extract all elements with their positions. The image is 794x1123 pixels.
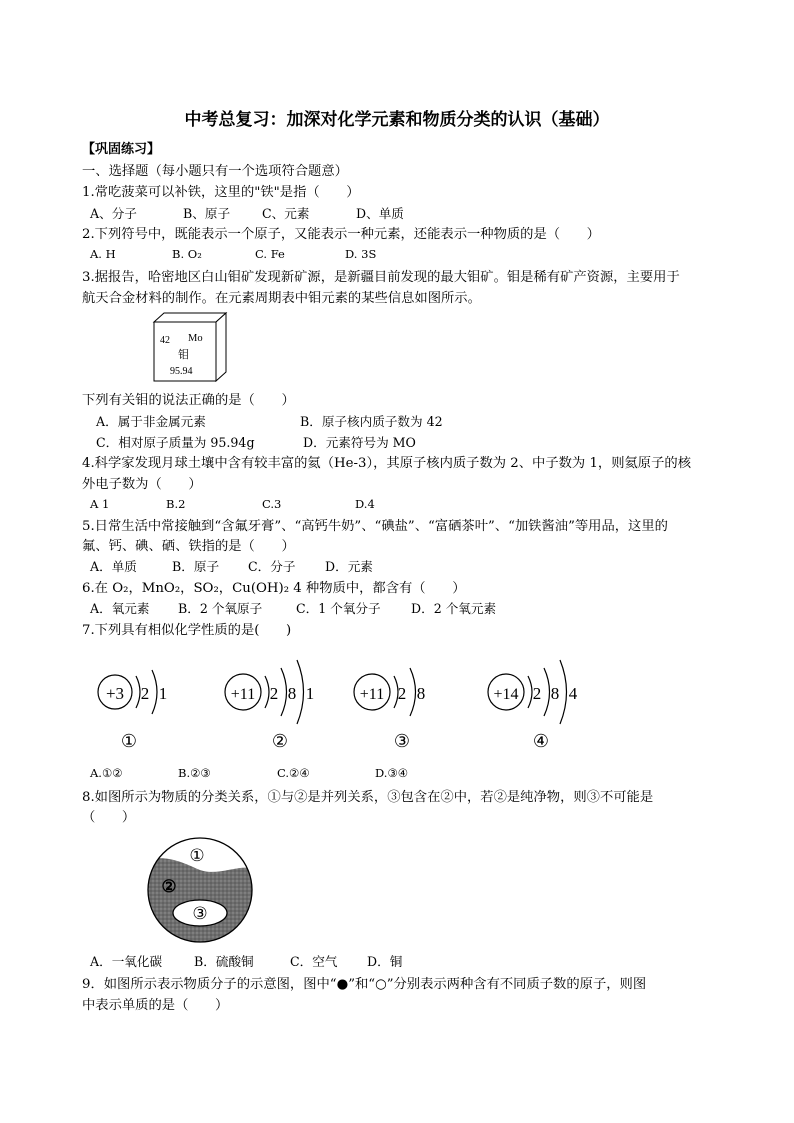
part-heading: 一、选择题（每小题只有一个选项符合题意） xyxy=(82,164,348,179)
q7-option-d: D.③④ xyxy=(375,766,409,780)
question-9-stem-line-1: 9．如图所示表示物质分子的示意图，图中“●”和“○”分别表示两种含有不同质子数的原子，则图 xyxy=(82,977,647,992)
q7-option-c: C.②④ xyxy=(277,766,310,780)
q2-option-c: C. Fe xyxy=(255,247,285,261)
q4-option-d: D.4 xyxy=(355,497,375,511)
tile-element-name: 钼 xyxy=(178,349,189,361)
atom-3-shell-1: 2 xyxy=(397,684,407,703)
atom-2-nucleus: +11 xyxy=(230,686,256,703)
q3-option-a: A．属于非金属元素 xyxy=(96,414,206,429)
q5-option-d: D．元素 xyxy=(325,559,373,574)
q5-option-a: A．单质 xyxy=(90,559,137,574)
q6-option-d: D．2 个氧元素 xyxy=(411,601,497,616)
q8-option-a: A．一氧化碳 xyxy=(90,954,163,969)
question-8-stem-line-2: （ ） xyxy=(82,810,136,825)
atom-2-shell-1: 2 xyxy=(269,684,279,703)
q4-option-c: C.3 xyxy=(262,497,282,511)
atom-3-shell-2: 8 xyxy=(416,684,426,703)
region-3-label: ③ xyxy=(192,904,208,923)
q5-option-c: C．分子 xyxy=(248,559,296,574)
atom-diagram-4 xyxy=(488,660,578,751)
question-6-stem: 6.在 O₂，MnO₂，SO₂，Cu(OH)₂ 4 种物质中，都含有（ ） xyxy=(82,581,466,596)
q5-option-b: B．原子 xyxy=(172,559,220,574)
question-9-stem-line-2: 中表示单质的是（ ） xyxy=(82,998,229,1013)
q3-option-c: C．相对原子质量为 95.94g xyxy=(96,435,255,450)
q2-option-b: B. O₂ xyxy=(172,247,202,261)
atom-diagram-1 xyxy=(98,670,167,751)
question-3-stem-line-1: 3.据报告，哈密地区白山钼矿发现新矿源，是新疆目前发现的最大钼矿。钼是稀有矿产资源，主要用于 xyxy=(82,270,680,285)
question-2-stem: 2.下列符号中，既能表示一个原子，又能表示一种元素，还能表示一种物质的是（ ） xyxy=(82,227,600,242)
atom-1-shell-2: 1 xyxy=(158,684,168,703)
q4-option-a: A 1 xyxy=(90,497,110,511)
question-5-stem-line-2: 氟、钙、碘、硒、铁指的是（ ） xyxy=(82,539,295,554)
question-4-stem-line-1: 4.科学家发现月球土壤中含有较丰富的氦（He-3），其原子核内质子数为 2、中子数为 1，则氦原子的核 xyxy=(82,456,691,471)
q6-option-a: A．氧元素 xyxy=(90,601,150,616)
atom-structure-diagrams xyxy=(82,645,602,755)
q8-option-b: B．硫酸铜 xyxy=(194,954,254,969)
q7-option-b: B.②③ xyxy=(178,766,211,780)
section-heading: 【巩固练习】 xyxy=(82,142,161,157)
atom-diagram-3 xyxy=(354,668,425,751)
atom-1-nucleus: +3 xyxy=(105,684,125,703)
atom-3-nucleus: +11 xyxy=(359,686,385,703)
atom-2-shell-2: 8 xyxy=(287,684,297,703)
q2-option-a: A. H xyxy=(90,247,116,261)
q4-option-b: B.2 xyxy=(166,497,186,511)
q2-option-d: D. 3S xyxy=(345,247,377,261)
classification-diagram xyxy=(140,832,260,947)
atom-diagram-2 xyxy=(225,660,314,751)
tile-atomic-mass: 95.94 xyxy=(170,366,193,377)
page-title: 中考总复习：加深对化学元素和物质分类的认识（基础） xyxy=(184,110,610,130)
q8-option-d: D．铜 xyxy=(367,954,403,969)
question-8-stem-line-1: 8.如图所示为物质的分类关系，①与②是并列关系，③包含在②中，若②是纯净物，则③不可能是 xyxy=(82,790,654,805)
atom-4-shell-3: 4 xyxy=(568,684,578,703)
region-1-label: ① xyxy=(189,846,205,865)
question-3-prompt: 下列有关钼的说法正确的是（ ） xyxy=(82,393,295,408)
q1-option-a: A、分子 xyxy=(90,206,137,221)
question-3-stem-line-2: 航天合金材料的制作。在元素周期表中钼元素的某些信息如图所示。 xyxy=(82,291,481,306)
atom-2-label: ② xyxy=(271,731,289,751)
atom-4-label: ④ xyxy=(532,731,550,751)
molybdenum-element-tile xyxy=(150,310,230,382)
question-5-stem-line-1: 5.日常生活中常接触到“含氟牙膏”、“高钙牛奶”、“碘盐”、“富硒茶叶”、“加铁酱油”等用品，这里的 xyxy=(82,519,668,534)
q6-option-b: B．2 个氧原子 xyxy=(178,601,263,616)
atom-1-label: ① xyxy=(120,731,138,751)
atom-4-shell-1: 2 xyxy=(532,684,542,703)
q8-option-c: C．空气 xyxy=(290,954,338,969)
atom-4-nucleus: +14 xyxy=(493,686,519,703)
region-2-label: ② xyxy=(161,877,177,896)
atom-2-shell-3: 1 xyxy=(305,684,315,703)
atom-3-label: ③ xyxy=(393,731,411,751)
tile-symbol: Mo xyxy=(188,333,203,344)
q6-option-c: C．1 个氧分子 xyxy=(296,601,381,616)
question-4-stem-line-2: 外电子数为（ ） xyxy=(82,477,202,492)
question-1-stem: 1.常吃菠菜可以补铁，这里的"铁"是指（ ） xyxy=(82,185,360,200)
q1-option-d: D、单质 xyxy=(356,206,404,221)
q1-option-c: C、元素 xyxy=(262,206,310,221)
q1-option-b: B、原子 xyxy=(183,206,231,221)
q7-option-a: A.①② xyxy=(90,766,123,780)
question-7-stem: 7.下列具有相似化学性质的是( ) xyxy=(82,623,292,638)
q3-option-d: D．元素符号为 MO xyxy=(303,435,416,450)
atom-4-shell-2: 8 xyxy=(550,684,560,703)
tile-atomic-number: 42 xyxy=(160,335,170,346)
q3-option-b: B．原子核内质子数为 42 xyxy=(300,414,443,429)
atom-1-shell-1: 2 xyxy=(140,684,150,703)
